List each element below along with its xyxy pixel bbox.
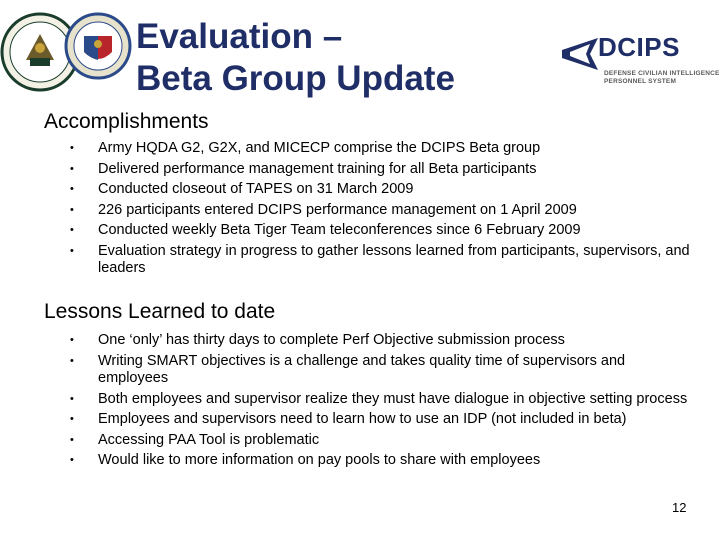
logo-text: DCIPS [598, 32, 680, 62]
list-item: • Army HQDA G2, G2X, and MICECP comprise the DCIPS Beta group [70, 140, 690, 158]
section-heading-accomplishments: Accomplishments [44, 110, 209, 133]
page-number: 12 [672, 500, 687, 515]
list-item: • One ‘only’ has thirty days to complete Perf Objective submission process [70, 332, 690, 350]
list-item: • Writing SMART objectives is a challenge and takes quality time of supervisors and employees [70, 353, 690, 388]
slide-title [136, 16, 455, 100]
list-item: • Would like to more information on pay pools to share with employees [70, 452, 690, 470]
section-heading-lessons-learned: Lessons Learned to date [44, 300, 276, 323]
accomplishments-list [70, 140, 690, 281]
list-item: • Accessing PAA Tool is problematic [70, 432, 690, 450]
dcips-logo [560, 26, 720, 98]
list-item: • Delivered performance management training for all Beta participants [70, 161, 690, 179]
title-line-1: Evaluation – [136, 17, 343, 56]
intelligence-seal-icon [66, 14, 130, 78]
list-item: • Both employees and supervisor realize they must have dialogue in objective setting process [70, 391, 690, 409]
list-item: • Conducted weekly Beta Tiger Team teleconferences since 6 February 2009 [70, 222, 690, 240]
lessons-learned-list [70, 332, 690, 473]
list-item: • Conducted closeout of TAPES on 31 March 2009 [70, 181, 690, 199]
logo-subtext: DEFENSE CIVILIAN INTELLIGENCE PERSONNEL SYSTEM [604, 70, 720, 85]
title-line-2: Beta Group Update [136, 59, 455, 98]
seals-graphic [0, 0, 132, 108]
list-item: • 226 participants entered DCIPS performance management on 1 April 2009 [70, 202, 690, 220]
list-item: • Evaluation strategy in progress to gather lessons learned from participants, supervisors, and leaders [70, 243, 690, 278]
list-item: • Employees and supervisors need to learn how to use an IDP (not included in beta) [70, 411, 690, 429]
dcips-star-icon [560, 30, 600, 78]
